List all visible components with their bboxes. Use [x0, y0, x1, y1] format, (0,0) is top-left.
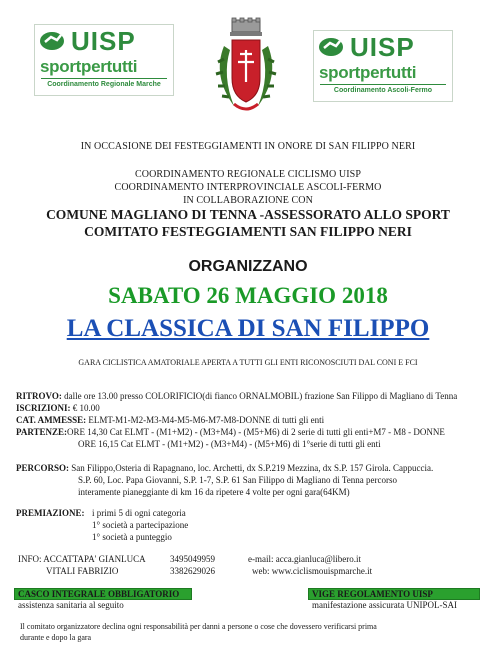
percorso-label: PERCORSO: [16, 463, 70, 473]
premiazione-1: i primi 5 di ogni categoria [92, 508, 186, 518]
comune-line: COMUNE MAGLIANO DI TENNA -ASSESSORATO ALLO SPORT [46, 207, 450, 222]
assistenza-line: assistenza sanitaria al seguito [18, 600, 124, 610]
iscrizioni-row [16, 403, 100, 413]
categories-row [16, 415, 324, 425]
occasion-line: IN OCCASIONE DEI FESTEGGIAMENTI IN ONORE DI SAN FILIPPO NERI [80, 141, 416, 152]
casco-banner: CASCO INTEGRALE OBBLIGATORIO [14, 588, 192, 600]
ritrovo-value: dalle ore 13.00 presso COLORIFICIO(di fianco ORNALMOBIL) frazione San Filippo di Magliano di Tenna [61, 391, 458, 401]
categories-value: ELMT-M1-M2-M3-M4-M5-M6-M7-M8-DONNE di tutti gli enti [86, 415, 325, 425]
partenze-row-2: ORE 16,15 Cat ELMT - (M1+M2) - (M3+M4) - (M5+M6) di 1°serie di tutti gli enti [78, 439, 381, 449]
disclaimer-line-2: durante e dopo la gara [20, 633, 92, 642]
premiazione-row [16, 508, 85, 518]
race-description: GARA CICLISTICA AMATORIALE APERTA A TUTTI GLI ENTI RICONOSCIUTI DAL CONI E FCI [78, 358, 418, 367]
percorso-row [16, 463, 433, 473]
info-phone-1: 3495049959 [170, 554, 215, 564]
race-title: LA CLASSICA DI SAN FILIPPO [66, 315, 430, 342]
coat-of-arms-icon [204, 16, 288, 120]
info-email[interactable]: e-mail: acca.gianluca@libero.it [248, 554, 361, 564]
disclaimer-line-1: Il comitato organizzatore declina ogni responsabilità per danni a persone o cose che dovessero verificarsi prima [20, 622, 377, 631]
event-date: SABATO 26 MAGGIO 2018 [108, 283, 388, 308]
ritrovo-row [16, 391, 457, 401]
logo-subtitle: Coordinamento Regionale Marche [47, 81, 161, 88]
coordination-regional: COORDINAMENTO REGIONALE CICLISMO UISP [134, 169, 362, 180]
uisp-runner-icon [318, 35, 346, 57]
categories-label: CAT. AMMESSE: [16, 415, 87, 425]
partenze-label: PARTENZE: [16, 427, 68, 437]
iscrizioni-value: € 10.00 [70, 403, 100, 413]
info-contact-1: INFO: ACCATTAPA' GIANLUCA [18, 554, 146, 564]
uisp-runner-icon [39, 29, 67, 51]
ritrovo-label: RITROVO: [16, 391, 62, 401]
logo-divider [320, 84, 446, 85]
collaboration-line: IN COLLABORAZIONE CON [183, 195, 313, 206]
premiazione-2: 1° società a partecipazione [92, 520, 189, 530]
uisp-logo-left [34, 24, 174, 96]
coordination-interprovincial: COORDINAMENTO INTERPROVINCIALE ASCOLI-FERMO [114, 182, 382, 193]
percorso-row-2: S.P. 60, Loc. Papa Giovanni, S.P. 1-7, S.P. 61 San Filippo di Magliano di Tenna percorso [78, 475, 397, 485]
percorso-value-1: San Filippo,Osteria di Rapagnano, loc. Archetti, dx S.P.219 Mezzina, dx S.P. 157 Girola. Cappuccia. [69, 463, 434, 473]
percorso-row-3: interamente pianeggiante di km 16 da ripetere 4 volte per ogni gara(64KM) [78, 487, 350, 497]
iscrizioni-label: ISCRIZIONI: [16, 403, 71, 413]
info-website[interactable]: web: www.ciclismouispmarche.it [252, 566, 373, 576]
logo-subtitle: Coordinamento Ascoli-Fermo [333, 87, 433, 94]
info-phone-2: 3382629026 [170, 566, 215, 576]
comitato-line: COMITATO FESTEGGIAMENTI SAN FILIPPO NERI [84, 224, 412, 239]
logo-divider [41, 78, 167, 79]
logo-brand: UISP [71, 26, 136, 56]
logo-brand: UISP [350, 32, 415, 62]
info-contact-2: VITALI FABRIZIO [46, 566, 119, 576]
premiazione-3: 1° società a punteggio [92, 532, 172, 542]
partenze-value-1: ORE 14,30 Cat ELMT - (M1+M2) - (M3+M4) - (M5+M6) di 2 serie di tutti gli enti+M7 - M8 - DONNE [67, 427, 445, 437]
uisp-logo-right [313, 30, 453, 102]
logo-tagline: sportpertutti [40, 57, 138, 76]
assicurazione-line: manifestazione assicurata UNIPOL-SAI [312, 600, 457, 610]
regolamento-banner: VIGE REGOLAMENTO UISP [308, 588, 480, 600]
partenze-row [16, 427, 445, 437]
organizzano-heading: ORGANIZZANO [188, 258, 308, 275]
premiazione-label: PREMIAZIONE: [16, 508, 85, 518]
logo-tagline: sportpertutti [319, 63, 417, 82]
